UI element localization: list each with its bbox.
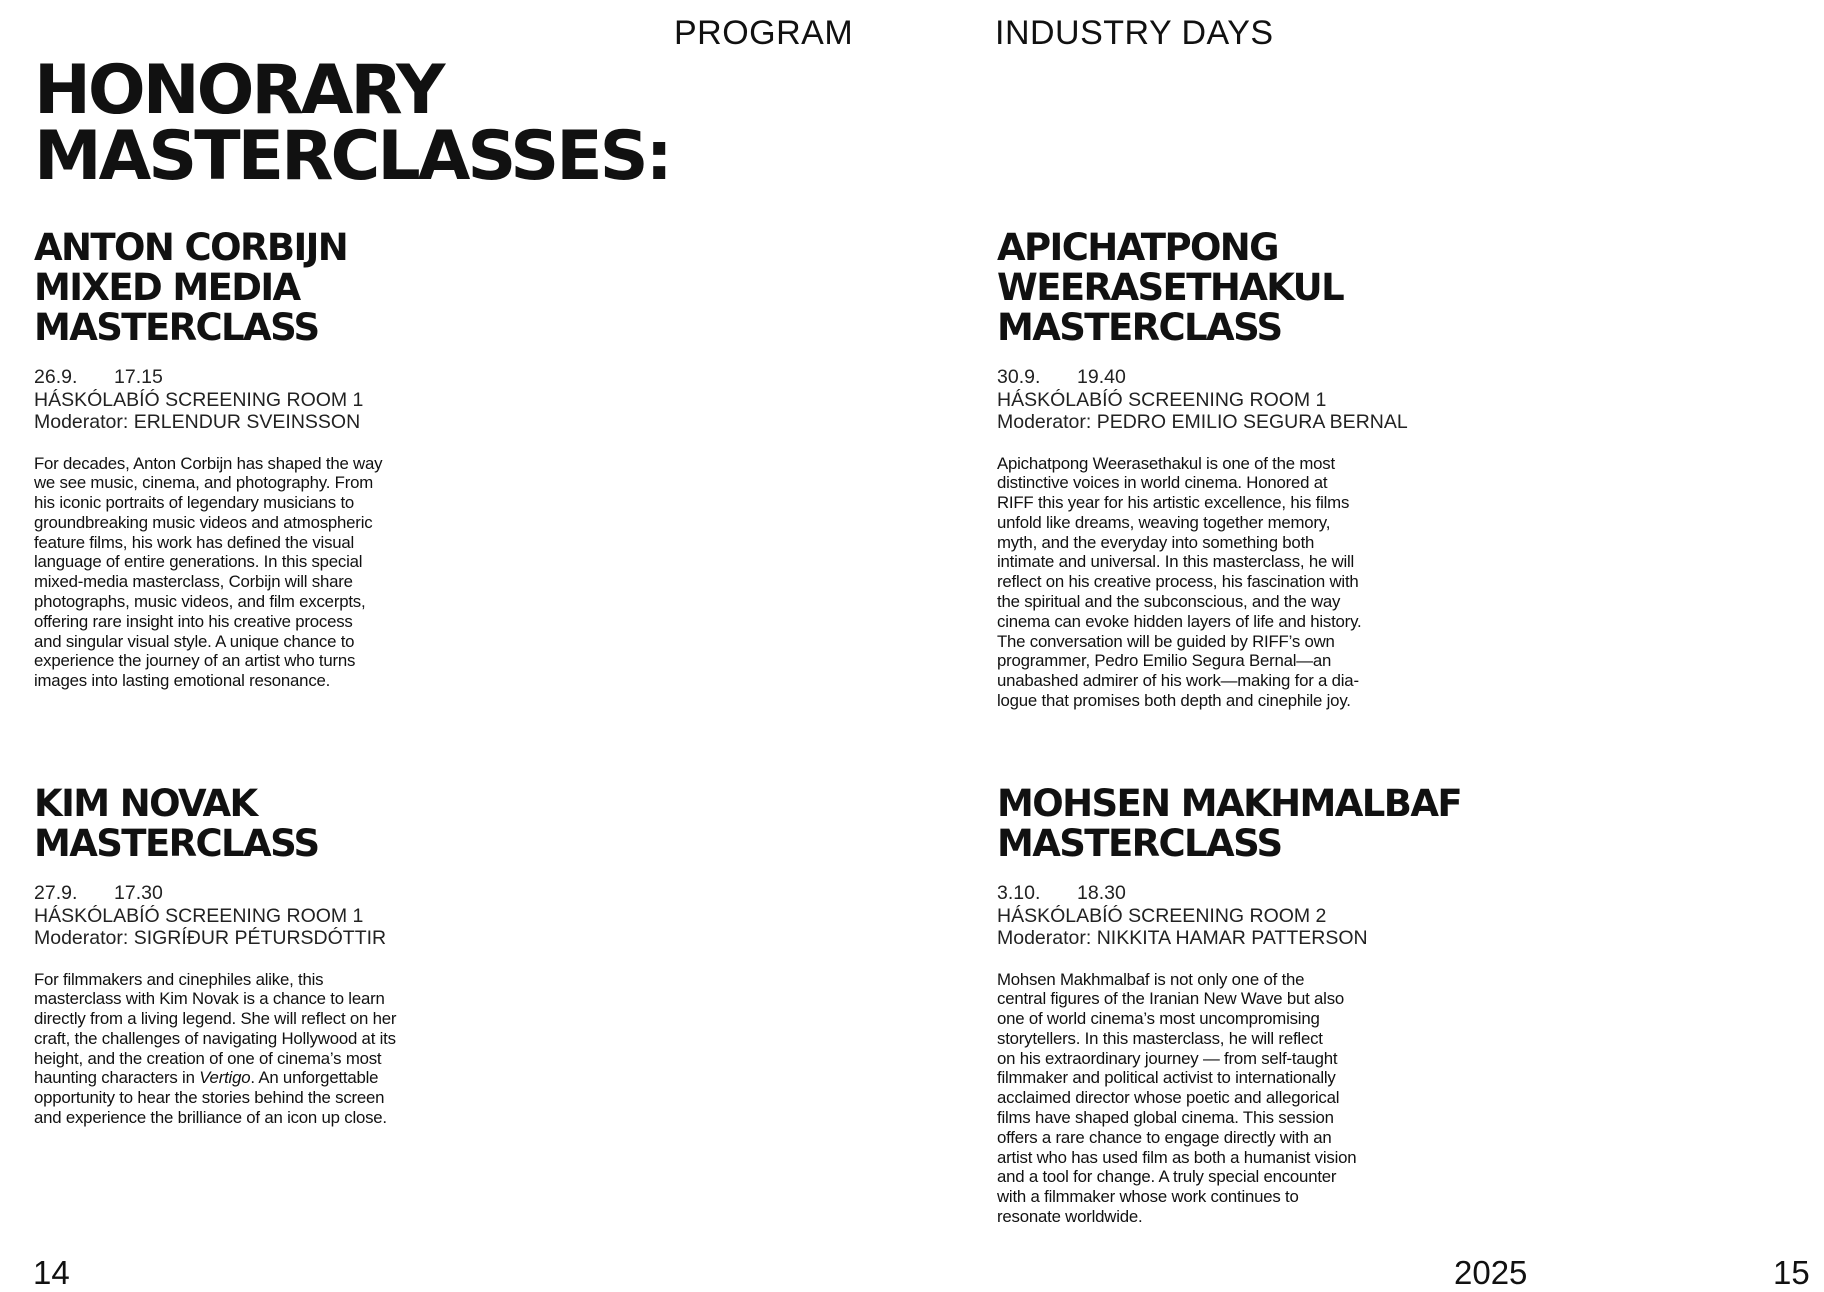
heading-line: MASTERCLASS xyxy=(997,822,1282,865)
heading-line: MASTERCLASS xyxy=(997,306,1282,349)
footer-year: 2025 xyxy=(1454,1254,1528,1291)
time: 19.40 xyxy=(1077,366,1126,388)
page-title-line: MASTERCLASSES: xyxy=(34,117,670,196)
heading-line: MASTERCLASS xyxy=(34,306,319,349)
description-line: central figures of the Iranian New Wave but also xyxy=(997,989,1345,1009)
description-text: haunting characters in xyxy=(34,1068,200,1088)
heading-line: WEERASETHAKUL xyxy=(997,266,1344,309)
description-line: Mohsen Makhmalbaf is not only one of the xyxy=(997,969,1305,989)
time: 17.30 xyxy=(114,882,163,904)
description-line: the spiritual and the subconscious, and the way xyxy=(997,592,1341,612)
description-line: we see music, cinema, and photography. From xyxy=(34,473,373,493)
description-line: intimate and universal. In this masterclass, he will xyxy=(997,552,1355,572)
nav-program: PROGRAM xyxy=(674,14,854,52)
description-line: and experience the brilliance of an icon up close. xyxy=(34,1108,387,1128)
moderator: Moderator: PEDRO EMILIO SEGURA BERNAL xyxy=(997,411,1408,433)
venue: HÁSKÓLABÍÓ SCREENING ROOM 1 xyxy=(34,904,364,927)
description-line: offers a rare chance to engage directly with an xyxy=(997,1127,1332,1147)
heading-line: MOHSEN MAKHMALBAF xyxy=(997,782,1462,825)
masterclass-meta xyxy=(997,882,1477,950)
description-line: filmmaker and political activist to internationally xyxy=(997,1068,1336,1088)
nav-industry-days: INDUSTRY DAYS xyxy=(995,14,1274,52)
masterclass-meta xyxy=(34,366,514,434)
masterclass-description xyxy=(997,454,1422,711)
description-line: For decades, Anton Corbijn has shaped the way xyxy=(34,453,383,473)
description-line: with a filmmaker whose work continues to xyxy=(997,1187,1299,1207)
masterclass-heading xyxy=(34,228,514,348)
date: 3.10. xyxy=(997,882,1041,904)
description-lines xyxy=(34,1088,459,1128)
description-line: storytellers. In this masterclass, he will reflect xyxy=(997,1028,1323,1048)
heading-line: MIXED MEDIA xyxy=(34,266,300,309)
description-line: language of entire generations. In this special xyxy=(34,552,363,572)
description-line: cinema can evoke hidden layers of life and history. xyxy=(997,611,1362,631)
description-line: For filmmakers and cinephiles alike, this xyxy=(34,969,324,989)
description-line: myth, and the everyday into something both xyxy=(997,532,1315,552)
description-text: . An unforgettable xyxy=(250,1068,379,1088)
masterclass-anton-corbijn xyxy=(34,228,514,691)
description-line: opportunity to hear the stories behind the screen xyxy=(34,1088,385,1108)
description-line: acclaimed director whose poetic and allegorical xyxy=(997,1088,1340,1108)
heading-line: ANTON CORBIJN xyxy=(34,226,348,269)
description-line: photographs, music videos, and film excerpts, xyxy=(34,592,366,612)
date-time xyxy=(34,882,514,905)
date: 30.9. xyxy=(997,366,1041,388)
description-line: one of world cinema’s most uncompromising xyxy=(997,1009,1320,1029)
page-title xyxy=(34,51,794,196)
heading-line: MASTERCLASS xyxy=(34,822,319,865)
description-line: feature films, his work has defined the visual xyxy=(34,532,355,552)
description-line: mixed-media masterclass, Corbijn will share xyxy=(34,572,353,592)
description-line: and a tool for change. A truly special encounter xyxy=(997,1167,1337,1187)
description-line: experience the journey of an artist who turns xyxy=(34,651,356,671)
description-line: and singular visual style. A unique chance to xyxy=(34,631,355,651)
description-line xyxy=(34,1068,459,1088)
description-line: offering rare insight into his creative process xyxy=(34,611,353,631)
venue: HÁSKÓLABÍÓ SCREENING ROOM 1 xyxy=(997,388,1327,411)
date-time xyxy=(997,366,1477,389)
masterclass-description xyxy=(997,970,1422,1227)
description-line: craft, the challenges of navigating Hollywood at its xyxy=(34,1028,396,1048)
description-line: Apichatpong Weerasethakul is one of the most xyxy=(997,453,1335,473)
page-title-line: HONORARY xyxy=(34,51,443,130)
venue: HÁSKÓLABÍÓ SCREENING ROOM 1 xyxy=(34,388,364,411)
masterclass-meta xyxy=(34,882,514,950)
moderator: Moderator: NIKKITA HAMAR PATTERSON xyxy=(997,927,1368,949)
description-line: distinctive voices in world cinema. Honored at xyxy=(997,473,1328,493)
date-time xyxy=(34,366,514,389)
description-line: masterclass with Kim Novak is a chance to learn xyxy=(34,989,385,1009)
masterclass-heading xyxy=(34,784,514,864)
page-number-right: 15 xyxy=(1773,1254,1810,1291)
masterclass-description xyxy=(34,970,459,1128)
time: 17.15 xyxy=(114,366,163,388)
masterclass-kim-novak xyxy=(34,784,514,1128)
masterclass-meta xyxy=(997,366,1477,434)
description-line: resonate worldwide. xyxy=(997,1207,1143,1227)
description-line: directly from a living legend. She will reflect on her xyxy=(34,1009,397,1029)
description-line: The conversation will be guided by RIFF’s own xyxy=(997,631,1335,651)
description-line: unfold like dreams, weaving together memory, xyxy=(997,512,1331,532)
masterclass-mohsen-makhmalbaf xyxy=(997,784,1477,1227)
heading-line: KIM NOVAK xyxy=(34,782,257,825)
description-line: on his extraordinary journey — from self-taught xyxy=(997,1048,1338,1068)
description-lines xyxy=(34,970,459,1069)
masterclass-heading xyxy=(997,228,1477,348)
heading-line: APICHATPONG xyxy=(997,226,1278,269)
description-line: programmer, Pedro Emilio Segura Bernal—an xyxy=(997,651,1332,671)
page-number-left: 14 xyxy=(33,1254,70,1291)
date: 27.9. xyxy=(34,882,78,904)
film-title: Vertigo xyxy=(199,1068,251,1088)
description-line: RIFF this year for his artistic excellence, his films xyxy=(997,493,1350,513)
time: 18.30 xyxy=(1077,882,1126,904)
date: 26.9. xyxy=(34,366,78,388)
description-line: films have shaped global cinema. This session xyxy=(997,1108,1334,1128)
description-line: height, and the creation of one of cinema’s most xyxy=(34,1048,382,1068)
masterclass-description xyxy=(34,454,459,692)
venue: HÁSKÓLABÍÓ SCREENING ROOM 2 xyxy=(997,904,1327,927)
moderator: Moderator: SIGRÍÐUR PÉTURSDÓTTIR xyxy=(34,927,387,949)
moderator: Moderator: ERLENDUR SVEINSSON xyxy=(34,411,361,433)
description-line: unabashed admirer of his work—making for a dia- xyxy=(997,671,1359,691)
description-line: his iconic portraits of legendary musicians to xyxy=(34,493,355,513)
description-line: images into lasting emotional resonance. xyxy=(34,671,331,691)
description-line: reflect on his creative process, his fascination with xyxy=(997,572,1359,592)
date-time xyxy=(997,882,1477,905)
masterclass-heading xyxy=(997,784,1477,864)
description-line: groundbreaking music videos and atmospheric xyxy=(34,512,373,532)
description-line: logue that promises both depth and cinephile joy. xyxy=(997,691,1351,711)
description-line: artist who has used film as both a humanist vision xyxy=(997,1147,1357,1167)
masterclass-apichatpong-weerasethakul xyxy=(997,228,1477,711)
